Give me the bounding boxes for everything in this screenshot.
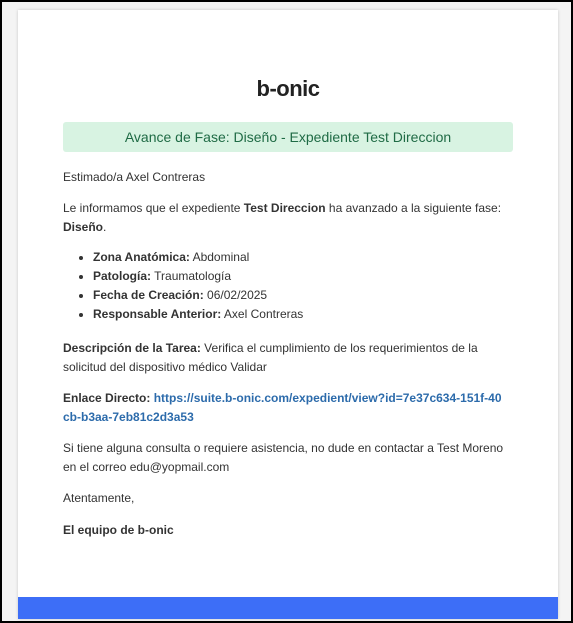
intro-paragraph xyxy=(63,199,513,237)
intro-text-3: . xyxy=(103,220,107,234)
detail-fecha-creacion xyxy=(93,286,303,305)
expediente-name: Test Direccion xyxy=(243,201,326,215)
detail-value: Traumatología xyxy=(151,269,232,283)
details-list xyxy=(63,248,303,324)
detail-patologia xyxy=(93,267,303,286)
task-label: Descripción de la Tarea: xyxy=(63,341,201,355)
detail-value: 06/02/2025 xyxy=(203,288,268,302)
task-description xyxy=(63,339,503,377)
direct-link-paragraph xyxy=(63,389,503,427)
closing: Atentamente, xyxy=(63,491,135,505)
detail-label: Zona Anatómica: xyxy=(93,250,190,264)
detail-label: Patología: xyxy=(93,269,152,283)
detail-value: Axel Contreras xyxy=(221,307,304,321)
fase-name: Diseño xyxy=(63,220,104,234)
detail-value: Abdominal xyxy=(189,250,250,264)
b-onic-logo: b-onic xyxy=(256,76,320,101)
direct-link-label: Enlace Directo: xyxy=(63,391,151,405)
task-value: Verifica el cumplimiento de los requerimientos de la solicitud del dispositivo médico Validar xyxy=(63,341,478,374)
detail-label: Fecha de Creación: xyxy=(93,288,204,302)
team-signature: El equipo de b-onic xyxy=(63,523,174,537)
phase-banner: Avance de Fase: Diseño - Expediente Test Direccion xyxy=(63,122,513,152)
greeting: Estimado/a Axel Contreras xyxy=(63,170,206,184)
footer-bar xyxy=(18,597,558,619)
detail-responsable-anterior xyxy=(93,305,303,324)
intro-text-1: Le informamos que el expediente xyxy=(63,201,244,215)
detail-label: Responsable Anterior: xyxy=(93,307,222,321)
email-card xyxy=(18,10,558,619)
direct-link[interactable]: https://suite.b-onic.com/expedient/view?id=7e37c634-151f-40cb-b3aa-7eb81c2d3a53 xyxy=(63,391,502,424)
intro-text-2: ha avanzado a la siguiente fase: xyxy=(325,201,502,215)
contact-paragraph: Si tiene alguna consulta o requiere asistencia, no dude en contactar a Test Moreno en el correo edu@yopmail.com xyxy=(63,441,504,474)
detail-zona-anatomica xyxy=(93,248,303,267)
